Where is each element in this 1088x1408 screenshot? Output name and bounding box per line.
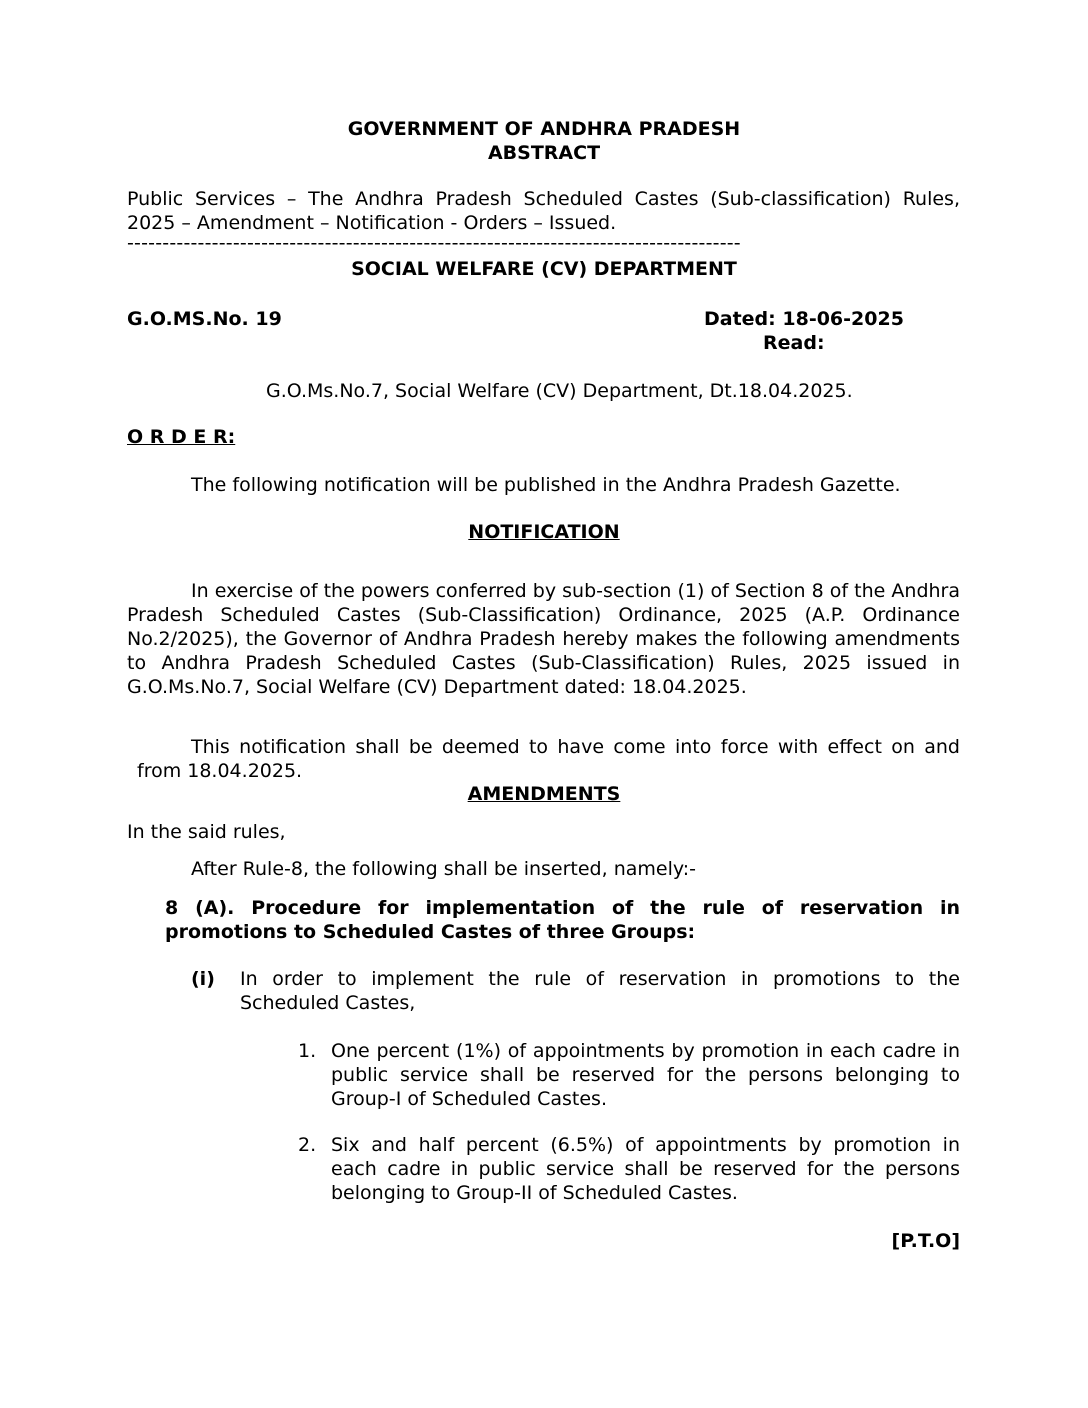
effect-paragraph-line1: This notification shall be deemed to have come into force with effect on and bbox=[191, 736, 960, 758]
item-1-text: One percent (1%) of appointments by promotion in each cadre in public service shall be reserved for the persons belonging to Group-I of Scheduled Castes. bbox=[331, 1040, 960, 1110]
pto-marker: [P.T.O] bbox=[891, 1230, 960, 1252]
effect-paragraph-line2: from 18.04.2025. bbox=[137, 760, 303, 782]
reference-text: G.O.Ms.No.7, Social Welfare (CV) Department, Dt.18.04.2025. bbox=[266, 380, 853, 402]
item-2-text: Six and half percent (6.5%) of appointments by promotion in each cadre in public service shall be reserved for the persons belonging to Group-II of Scheduled Castes. bbox=[331, 1134, 960, 1204]
clause-i-label: (i) bbox=[191, 968, 215, 990]
item-2-number: 2. bbox=[298, 1134, 317, 1156]
notification-paragraph: In exercise of the powers conferred by sub-section (1) of Section 8 of the Andhra Pradesh Scheduled Castes (Sub-Classification) Ordinance, 2025 (A.P. Ordinance No.2/2025), the Governor of Andhra Pradesh hereby makes the following amendments to Andhra Pradesh Scheduled Castes (Sub-Classification) Rules, 2025 issued in G.O.Ms.No.7, Social Welfare (CV) Department dated: 18.04.2025. bbox=[127, 580, 960, 698]
said-rules-text: In the said rules, bbox=[127, 821, 286, 843]
subject-text: Public Services – The Andhra Pradesh Scheduled Castes (Sub-classification) Rules, 2025 – Amendment – Notification - Orders – Issued. bbox=[127, 188, 960, 234]
clause-i-text: In order to implement the rule of reservation in promotions to the Scheduled Castes, bbox=[240, 968, 960, 1014]
after-rule-text: After Rule-8, the following shall be inserted, namely:- bbox=[191, 858, 696, 880]
rule-8a-heading: 8 (A). Procedure for implementation of the rule of reservation in promotions to Scheduled Castes of three Groups: bbox=[165, 897, 960, 943]
divider-line: --------------------------------------------------------------------------------------- bbox=[127, 232, 741, 254]
go-date: Dated: 18-06-2025 bbox=[704, 308, 904, 330]
read-label: Read: bbox=[763, 332, 825, 354]
order-text: The following notification will be published in the Andhra Pradesh Gazette. bbox=[191, 474, 901, 496]
amendments-heading: AMENDMENTS bbox=[467, 783, 621, 805]
item-1-number: 1. bbox=[298, 1040, 317, 1062]
order-heading: O R D E R: bbox=[127, 426, 236, 448]
department-heading: SOCIAL WELFARE (CV) DEPARTMENT bbox=[351, 258, 737, 280]
go-number: G.O.MS.No. 19 bbox=[127, 308, 282, 330]
government-heading: GOVERNMENT OF ANDHRA PRADESH bbox=[347, 118, 741, 140]
abstract-heading: ABSTRACT bbox=[487, 142, 601, 164]
notification-heading: NOTIFICATION bbox=[468, 521, 620, 543]
